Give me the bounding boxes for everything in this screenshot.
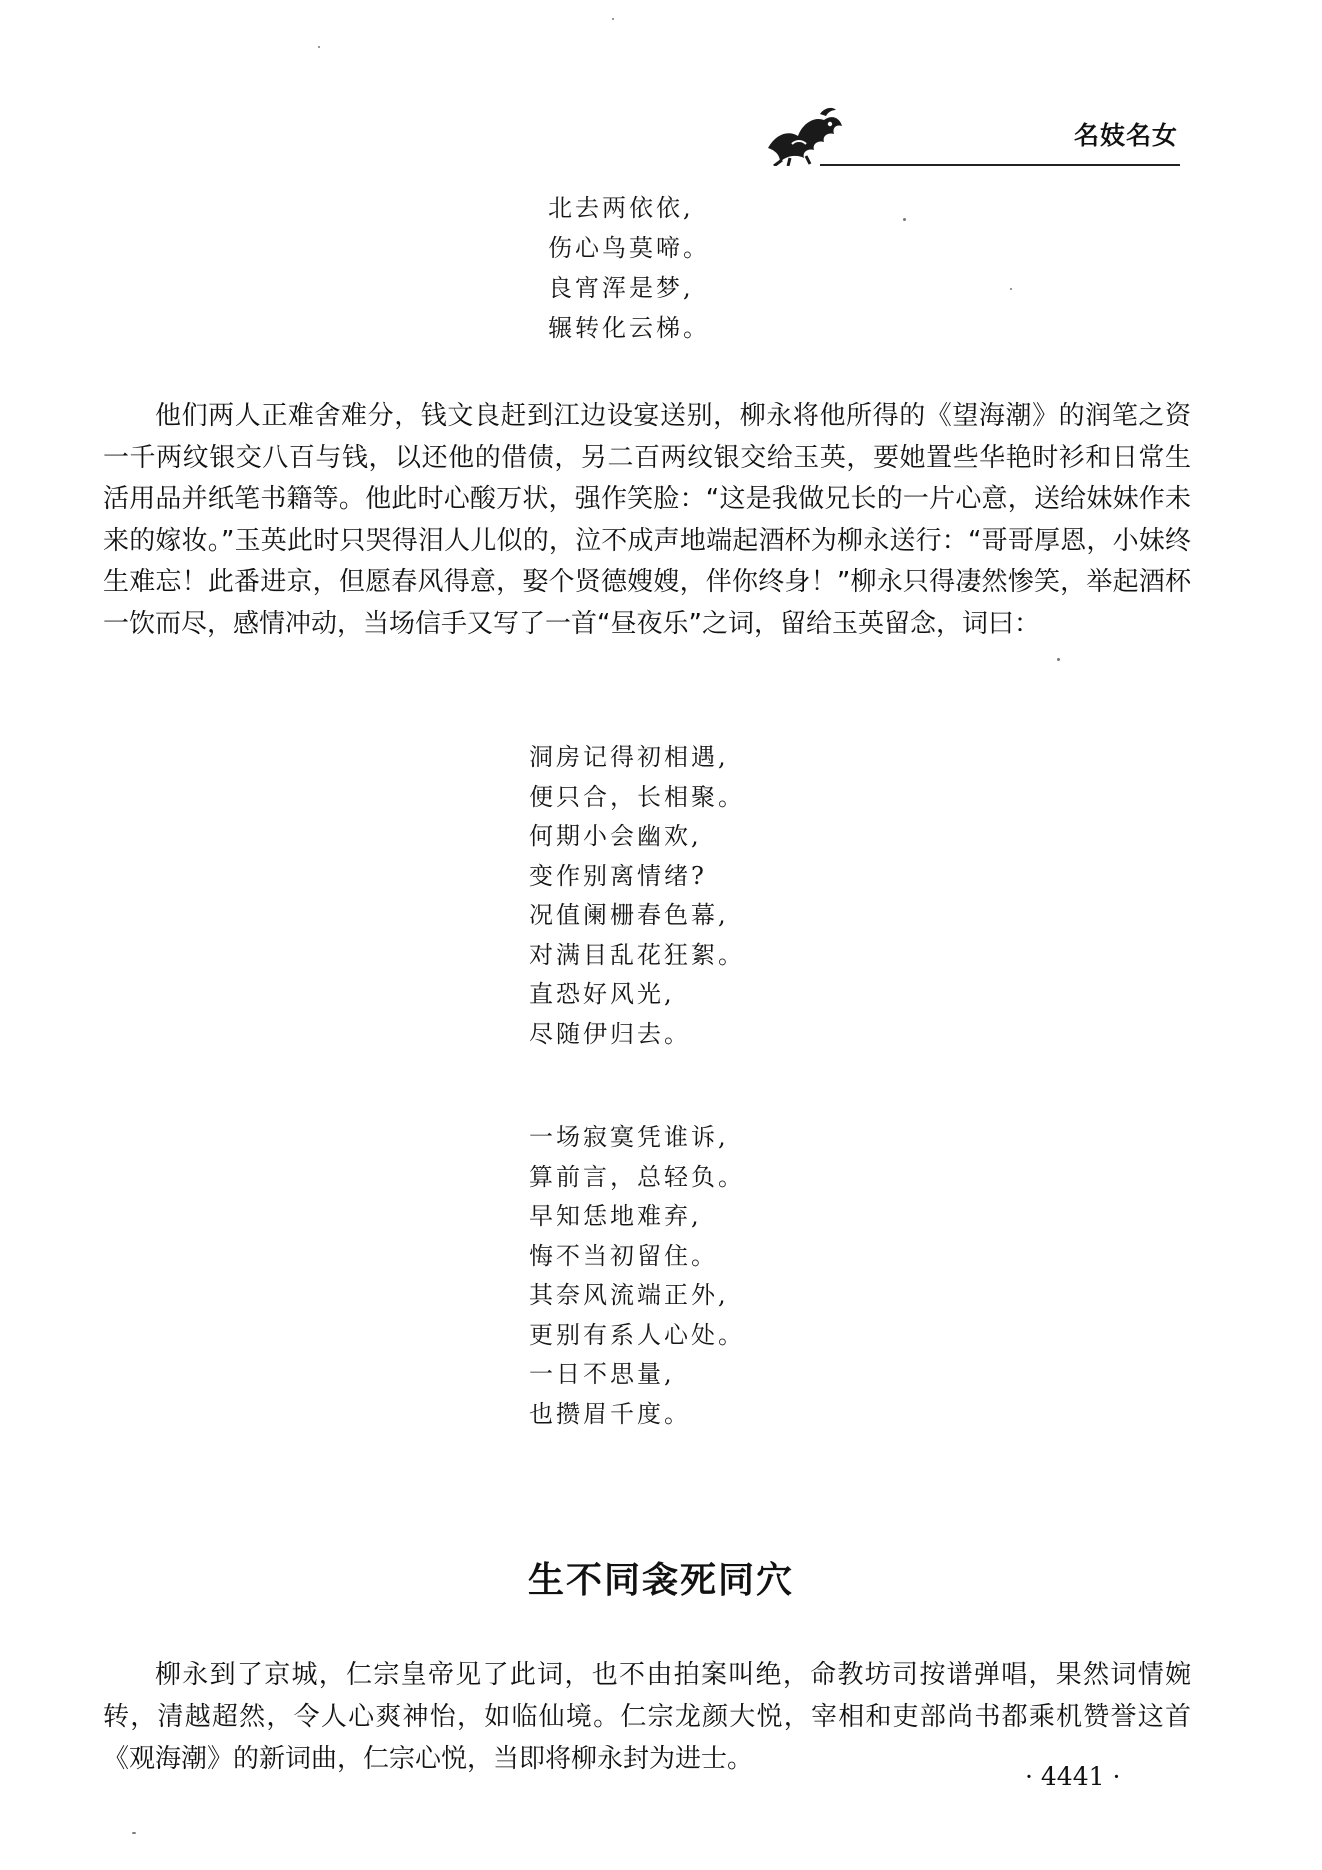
poem-line: 一场寂寞凭谁诉, [529,1123,729,1151]
poem-line: 洞房记得初相遇, [529,743,729,771]
scan-speck [612,18,614,20]
section-title: 生不同衾死同穴 [527,1560,794,1601]
body-paragraph-1: 他们两人正难舍难分，钱文良赶到江边设宴送别，柳永将他所得的《望海潮》的润笔之资一千两纹银交八百与钱，以还他的借债，另二百两纹银交给玉英，要她置些华艳时衫和日常生活用品并纸笔书籍等。他此时心酸万状，强作笑脸：“这是我做兄长的一片心意，送给妹妹作未来的嫁妆。”玉英此时只哭得泪人儿似的，泣不成声地端起酒杯为柳永送行：“哥哥厚恩，小妹终生难忘！此番进京，但愿春风得意，娶个贤德嫂嫂，伴你终身！”柳永只得凄然惨笑，举起酒杯一饮而尽，感情冲动，当场信手又写了一首“昼夜乐”之词，留给玉英留念，词曰： [103,401,1191,639]
poem-line: 尽随伊归去。 [529,1019,691,1048]
scan-speck [1057,658,1060,661]
poem-line: 良宵浑是梦, [548,274,694,302]
poem-stanza-2 [529,738,745,1054]
scan-speck [318,46,320,48]
body-paragraph-2: 柳永到了京城，仁宗皇帝见了此词，也不由拍案叫绝，命教坊司按谱弹唱，果然词情婉转，清越超然，令人心爽神怡，如临仙境。仁宗龙颜大悦，宰相和吏部尚书都乘机赞誉这首《观海潮》的新词曲，仁宗心悦，当即将柳永封为进士。 [103,1660,1191,1774]
page-header [760,102,1180,168]
poem-line: 算前言，总轻负。 [529,1162,745,1191]
scan-speck [132,1832,136,1834]
poem-line: 悔不当初留住。 [529,1241,718,1270]
scan-speck [1010,288,1012,290]
poem-line: 早知恁地难弃, [529,1202,702,1230]
poem-line: 对满目乱花狂絮。 [529,940,745,969]
poem-line: 其奈风流端正外, [529,1281,729,1309]
poem-stanza-3 [529,1118,745,1434]
header-title: 名妓名女 [1073,121,1178,150]
poem-stanza-1 [548,188,710,348]
poem-line: 更别有系人心处。 [529,1320,745,1349]
header-rule [820,164,1180,166]
page-number: · 4441 · [1025,1762,1121,1791]
poem-line: 辗转化云梯。 [548,314,710,342]
poem-line: 伤心鸟莫啼。 [548,234,710,262]
poem-line: 北去两依依, [548,194,694,222]
scan-speck [903,218,906,221]
poem-line: 变作别离情绪? [529,861,707,890]
poem-line: 况值阑栅春色幕, [529,901,729,929]
poem-line: 也攒眉千度。 [529,1399,691,1428]
dragon-emblem-icon [762,104,846,166]
poem-line: 一日不思量, [529,1360,675,1388]
poem-line: 何期小会幽欢, [529,822,702,850]
poem-line: 直恐好风光, [529,980,675,1008]
poem-line: 便只合，长相聚。 [529,782,745,811]
